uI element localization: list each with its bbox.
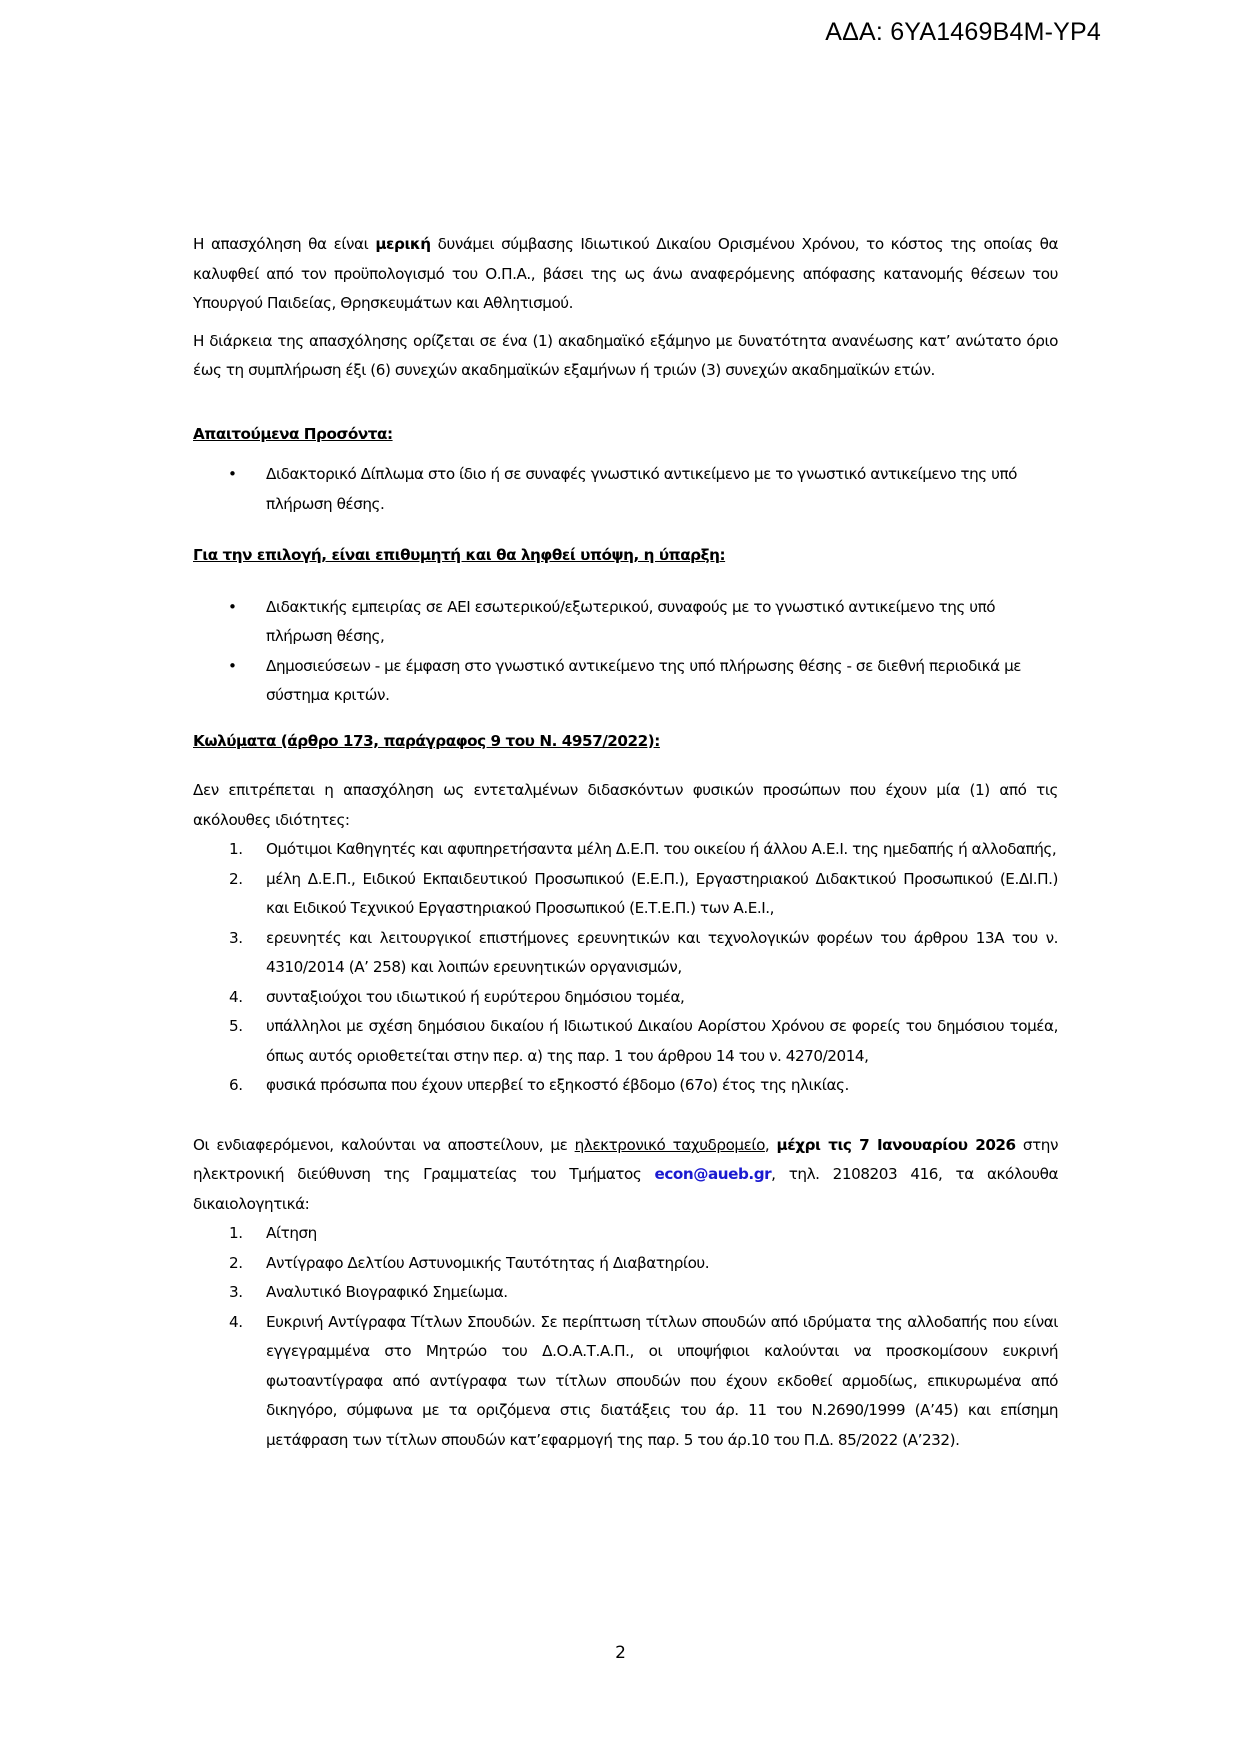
document-body <box>193 230 1058 1455</box>
list-item-text: υπάλληλοι με σχέση δημόσιου δικαίου ή Ιδιωτικού Δικαίου Αορίστου Χρόνου σε φορείς του δημόσιου τομέα, όπως αυτός οριοθετείται στην περ. α) της παρ. 1 του άρθρου 14 του ν. 4270/2014, <box>266 1017 1058 1065</box>
preferred-heading-text: Για την επιλογή, είναι επιθυμητή και θα ληφθεί υπόψη, η ύπαρξη <box>193 546 720 564</box>
list-item-text: φυσικά πρόσωπα που έχουν υπερβεί το εξηκοστό έβδομο (67ο) έτος της ηλικίας. <box>266 1076 849 1094</box>
list-number: 5. <box>229 1017 243 1035</box>
preferred-heading <box>193 541 1058 571</box>
list-item <box>193 835 1058 865</box>
text-span: Η απασχόληση θα είναι <box>193 235 376 253</box>
duration-paragraph: Η διάρκεια της απασχόλησης ορίζεται σε ένα (1) ακαδημαϊκό εξάμηνο με δυνατότητα ανανέωσης κατ’ ανώτατο όριο έως τη συμπλήρωση έξι (6) συνεχών ακαδημαϊκών εξαμήνων ή τριών (3) συνεχών ακαδημαϊκών ετών. <box>193 331 1058 379</box>
list-number: 6. <box>229 1076 243 1094</box>
emphasis-part-time: μερική <box>375 235 431 253</box>
bullet-icon: • <box>228 656 237 675</box>
list-item <box>193 983 1058 1013</box>
text-span: στην ηλεκτρονική διεύθυνση της Γραμματείας του Τμήματος <box>193 1135 1058 1183</box>
list-item-text: Ομότιμοι Καθηγητές και αφυπηρετήσαντα μέλη Δ.Ε.Π. του οικείου ή άλλου Α.Ε.Ι. της ημεδαπής ή αλλοδαπής, <box>266 840 1057 858</box>
list-item-text: Ευκρινή Αντίγραφα Τίτλων Σπουδών. Σε περίπτωση τίτλων σπουδών από ιδρύματα της αλλοδαπής που είναι εγγεγραμμένα στο Μητρώο του Δ.Ο.Α.Τ.Α.Π., οι υποψήφιοι καλούνται να προσκομίσουν ευκρινή φωτοαντίγραφα από αντίγραφα των τίτλων σπουδών που έχουν εκδοθεί αρμοδίως, επικυρωμένα από δικηγόρο, σύμφωνα με τα οριζόμενα στις διατάξεις του άρ. 11 του Ν.2690/1999 (Α’45) και επίσημη μετάφραση των τίτλων σπουδών κατ’εφαρμογή της παρ. 5 του άρ.10 του Π.Δ. 85/2022 (Α’232). <box>266 1312 1058 1449</box>
heading-colon: : <box>719 546 726 564</box>
list-item <box>193 1071 1058 1101</box>
employment-paragraph <box>193 230 1058 319</box>
required-qualifications-list <box>193 460 1058 519</box>
application-paragraph <box>193 1131 1058 1220</box>
list-item <box>193 652 1058 711</box>
list-number: 4. <box>229 987 243 1006</box>
deadline-text: μέχρι τις 7 Ιανουαρίου 2026 <box>776 1135 1016 1154</box>
list-item-text: ερευνητές και λειτουργικοί επιστήμονες ερευνητικών και τεχνολογικών φορέων του άρθρου 13Α του ν. 4310/2014 (Α’ 258) και λοιπών ερευνητικών οργανισμών, <box>266 928 1058 976</box>
impediments-heading: Κωλύματα (άρθρο 173, παράγραφος 9 του Ν. 4957/2022): <box>193 731 660 750</box>
list-item <box>193 1249 1058 1279</box>
text-span: δυνάμει σύμβασης Ιδιωτικού Δικαίου Ορισμένου Χρόνου, το κόστος της οποίας θα καλυφθεί από τον προϋπολογισμό του Ο.Π.Α., βάσει της ως άνω αναφερόμενης απόφασης κατανομής θέσεων του Υπουργού Παιδείας, Θρησκευμάτων και Αθλητισμού. <box>193 235 1059 312</box>
list-item <box>193 865 1058 924</box>
impediments-list <box>193 835 1058 1101</box>
list-item-text: Διδακτικής εμπειρίας σε ΑΕΙ εσωτερικού/εξωτερικού, συναφούς με το γνωστικό αντικείμενο της υπό πλήρωση θέσης, <box>266 597 996 645</box>
impediments-intro: Δεν επιτρέπεται η απασχόληση ως εντεταλμένων διδασκόντων φυσικών προσώπων που έχουν μία (1) από τις ακόλουθες ιδιότητες: <box>193 781 1058 829</box>
list-item <box>193 1219 1058 1249</box>
list-number: 3. <box>229 928 243 947</box>
page-number: 2 <box>615 1643 626 1663</box>
list-item-text: Δημοσιεύσεων - με έμφαση στο γνωστικό αντικείμενο της υπό πλήρωσης θέσης - σε διεθνή περιοδικά με σύστημα κριτών. <box>266 656 1022 704</box>
list-item-text: Αναλυτικό Βιογραφικό Σημείωμα. <box>266 1283 508 1301</box>
list-number: 2. <box>229 869 243 888</box>
ada-identifier: ΑΔΑ: 6ΥΑ1469Β4Μ-ΥΡ4 <box>825 18 1101 46</box>
list-item-text: Αντίγραφο Δελτίου Αστυνομικής Ταυτότητας ή Διαβατηρίου. <box>266 1253 710 1272</box>
email-method-text: ηλεκτρονικό ταχυδρομείο <box>574 1135 765 1154</box>
preferred-list <box>193 593 1058 711</box>
list-number: 1. <box>229 840 243 858</box>
list-item <box>193 593 1058 652</box>
email-link[interactable]: econ@aueb.gr <box>654 1165 772 1183</box>
list-item-text: συνταξιούχοι του ιδιωτικού ή ευρύτερου δημόσιου τομέα, <box>266 987 685 1006</box>
list-item <box>193 924 1058 983</box>
list-item <box>193 1278 1058 1308</box>
list-item-text: μέλη Δ.Ε.Π., Ειδικού Εκπαιδευτικού Προσωπικού (Ε.Ε.Π.), Εργαστηριακού Διδακτικού Προσωπικού (Ε.ΔΙ.Π.) και Ειδικού Τεχνικού Εργαστηριακού Προσωπικού (Ε.Τ.Ε.Π.) των Α.Ε.Ι., <box>266 869 1058 917</box>
list-item-text: Διδακτορικό Δίπλωμα στο ίδιο ή σε συναφές γνωστικό αντικείμενο με το γνωστικό αντικείμενο της υπό πλήρωση θέσης. <box>266 465 1018 513</box>
list-number: 2. <box>229 1253 243 1272</box>
documents-list <box>193 1219 1058 1455</box>
text-span: Οι ενδιαφερόμενοι, καλούνται να αποστείλουν, με <box>193 1135 575 1154</box>
bullet-icon: • <box>228 597 237 616</box>
list-number: 3. <box>229 1283 243 1301</box>
list-number: 1. <box>229 1224 243 1242</box>
bullet-icon: • <box>228 465 237 483</box>
list-item <box>193 460 1058 519</box>
text-span: , <box>764 1135 777 1154</box>
required-qualifications-heading: Απαιτούμενα Προσόντα: <box>193 424 393 443</box>
list-item <box>193 1308 1058 1456</box>
list-item <box>193 1012 1058 1071</box>
list-item-text: Αίτηση <box>266 1224 317 1242</box>
text-span: , τηλ. 2108203 416, τα ακόλουθα δικαιολογητικά: <box>193 1165 1058 1213</box>
list-number: 4. <box>229 1312 243 1331</box>
